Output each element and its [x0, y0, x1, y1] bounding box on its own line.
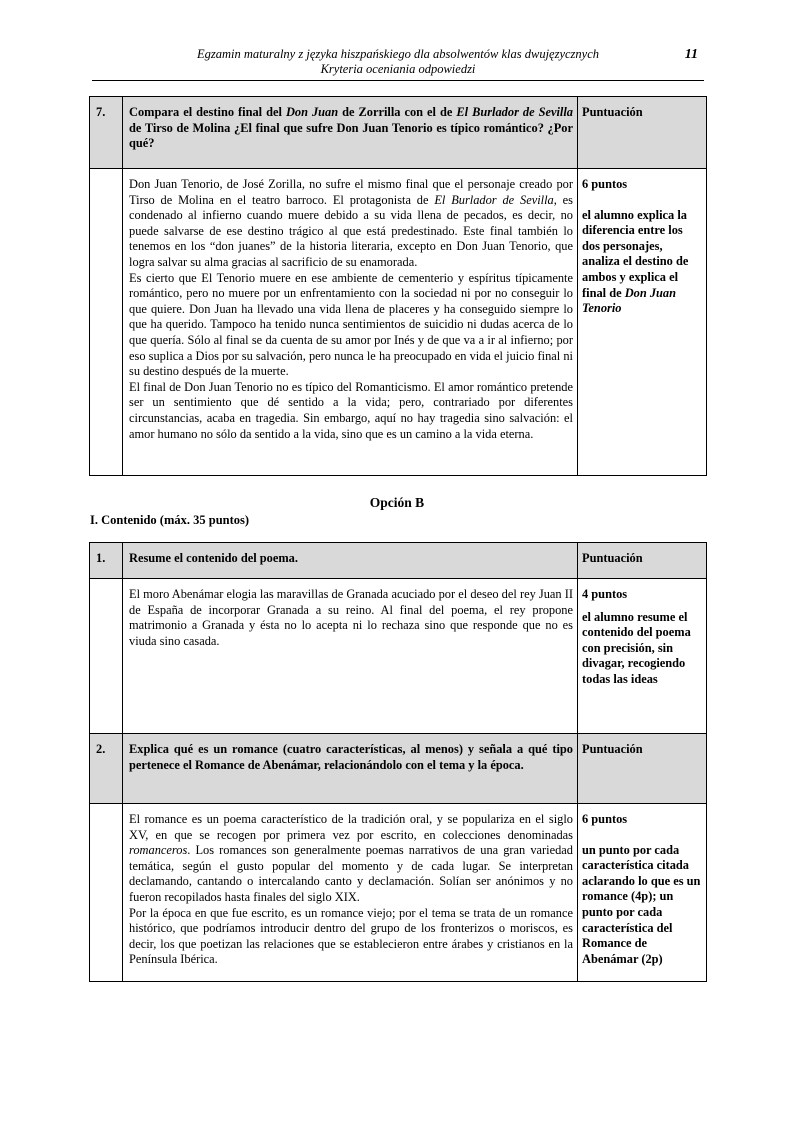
- answer-2-paragraph-2: Por la época en que fue escrito, es un romance viejo; por el tema se trata de un romance histórico, que podríamos introducir dentro del grupo de los fronterizos o moriscos, es decir, los que poetizan las relaciones que se establecieron entre árabes y cristianos en la Península Ibérica.: [129, 905, 573, 967]
- option-b-table: [89, 542, 707, 982]
- question-7-text: [123, 97, 577, 152]
- question-2-score-header-cell: [578, 734, 707, 804]
- question-7-score-header: Puntuación: [582, 105, 643, 119]
- header-subtitle: Kryteria oceniania odpowiedzi: [320, 62, 476, 76]
- answer-7-cell: [123, 169, 578, 476]
- question-2-number: 2.: [96, 742, 106, 756]
- answer-1-row: [90, 579, 707, 734]
- question-2-score-header: Puntuación: [582, 742, 643, 756]
- answer-7-empty-cell: [90, 169, 123, 476]
- answer-1-empty-cell: [90, 579, 123, 734]
- answer-2-empty-cell: [90, 804, 123, 982]
- question-1-number-cell: [90, 543, 123, 579]
- header-rule: [92, 80, 704, 81]
- answer-2-part: El romance es un poema característico de la tradición oral, y se populariza en el siglo XV, en que se recogen por primera vez por escrito, en colecciones denominadas: [129, 812, 573, 842]
- question-7-row: [90, 97, 707, 169]
- answer-2-criteria: un punto por cada característica citada aclarando lo que es un romance (4p); un punto por cada característica del Romance de Abenámar (2p): [582, 842, 701, 966]
- question-7-number-cell: [90, 97, 123, 169]
- question-2-row: [90, 734, 707, 804]
- answer-7-part: Don Juan Tenorio, de José Zorilla, no sufre el mismo final que el personaje creado por Tirso de Molina en el teatro barroco. El protagonista de: [129, 177, 573, 207]
- page-number: 11: [684, 47, 698, 62]
- answer-7-points: 6 puntos: [582, 177, 628, 191]
- answer-2-part: . Los romances son generalmente poemas narrativos de una gran variedad temática, según el gusto popular del momento y de cada lugar. Se interpretan declamando, cantando o intercalando canto y declamación. Solían ser anónimos y no fueron recopilados hasta finales del siglo XIX.: [129, 843, 573, 904]
- question-1-score-header: Puntuación: [582, 551, 643, 565]
- question-7-text-part: Compara el destino final del: [129, 105, 286, 119]
- answer-7-criteria: [582, 208, 702, 317]
- question-7-title-burlador: El Burlador de Sevilla: [456, 105, 573, 119]
- answer-1-criteria-cell: [578, 579, 707, 734]
- question-1-text: Resume el contenido del poema.: [129, 551, 298, 565]
- question-7-text-part: de Zorrilla con el de: [338, 105, 457, 119]
- question-2-text-cell: [123, 734, 578, 804]
- answer-1-criteria: el alumno resume el contenido del poema con precisión, sin divagar, recogiendo todas las ideas: [582, 609, 691, 686]
- question-1-score-header-cell: [578, 543, 707, 579]
- option-title: Opción B: [369, 495, 425, 510]
- answer-2-italic-term: romanceros: [129, 843, 188, 858]
- answer-7-criteria-cell: [578, 169, 707, 476]
- answer-7-criteria-italic: Don Juan Tenorio: [582, 285, 676, 316]
- answer-2-cell: [123, 804, 578, 982]
- question-7-title-don-juan: Don Juan: [285, 105, 339, 119]
- answer-1-text: El moro Abenámar elogia las maravillas de Granada acuciado por el deseo del rey Juan II de España de incorporar Granada a su reino. Al final del poema, el rey propone matrimonio a Granada y ésta no lo acepta ni lo rechaza sino que responde que no es viuda sino casada.: [129, 587, 573, 648]
- question-1-number: 1.: [96, 551, 106, 565]
- answer-7-row: [90, 169, 707, 476]
- question-7-score-header-cell: [578, 97, 707, 169]
- answer-7-paragraph-3: El final de Don Juan Tenorio no es típico del Romanticismo. El amor romántico pretende ser un sentimiento que dé sentido a la vida; pero, contrariado por diferentes circunstancias, acaba en tragedia. Sin embargo, aquí no hay tragedia sino salvación: el amor humano no sólo da sentido a la vida, sino que es un camino a la vida eterna.: [129, 379, 573, 441]
- question-7-text-part: de Tirso de Molina ¿El final que sufre Don Juan Tenorio es típico romántico? ¿Por qué?: [129, 120, 573, 151]
- header-exam-title: Egzamin maturalny z języka hiszpańskiego dla absolwentów klas dwujęzycznych: [196, 47, 600, 61]
- answer-7-italic-title: El Burlador de Sevilla: [434, 192, 554, 207]
- answer-2-points: 6 puntos: [582, 812, 628, 826]
- answer-7-paragraph-2: Es cierto que El Tenorio muere en ese ambiente de cementerio y espíritus típicamente romántico, pero no muere por un enfrentamiento con la sociedad ni por no conseguir lo que quiere. Don Juan ha llevado una vida llena de placeres y ha conseguido siempre lo que ha querido. Tampoco ha tenido nunca sentimientos de suicidio ni dudas acerca de lo que quería. Sólo al final se da cuenta de su amor por Inés y de que va a ir al infierno; por eso suplica a Dios por su salvación, pero nunca le ha preocupado en vida el juicio final ni su destino después de la muerte.: [129, 270, 573, 379]
- question-1-text-cell: [123, 543, 578, 579]
- section-title: I. Contenido (máx. 35 puntos): [90, 513, 250, 527]
- answer-7-part: , es condenado al infierno cuando muere debido a su vida llena de pecados, es decir, no puede salvarse de ese destino trágico al que está predestinado. Este final también lo tenemos en los “don juanes” de la historia literaria, excepto en Don Juan Tenorio, que logra salvar su alma gracias al sacrificio de su enamorada.: [129, 192, 573, 269]
- question-1-row: [90, 543, 707, 579]
- question-7-table: [89, 96, 707, 476]
- answer-2-text: [123, 804, 577, 968]
- answer-2-criteria-cell: [578, 804, 707, 982]
- answer-7-criteria-text: el alumno explica la diferencia entre los dos personajes, analiza el destino de ambos y explica el final de: [582, 207, 689, 300]
- answer-1-points: 4 puntos: [582, 587, 628, 601]
- question-7-number: 7.: [96, 105, 106, 119]
- answer-7-text: [123, 169, 577, 442]
- question-7-text-cell: [123, 97, 578, 169]
- question-2-number-cell: [90, 734, 123, 804]
- answer-1-cell: [123, 579, 578, 734]
- page-header: [92, 47, 704, 77]
- answer-2-row: [90, 804, 707, 982]
- question-2-text: Explica qué es un romance (cuatro características, al menos) y señala a qué tipo pertenece el Romance de Abenámar, relacionándolo con el tema y la época.: [129, 742, 573, 772]
